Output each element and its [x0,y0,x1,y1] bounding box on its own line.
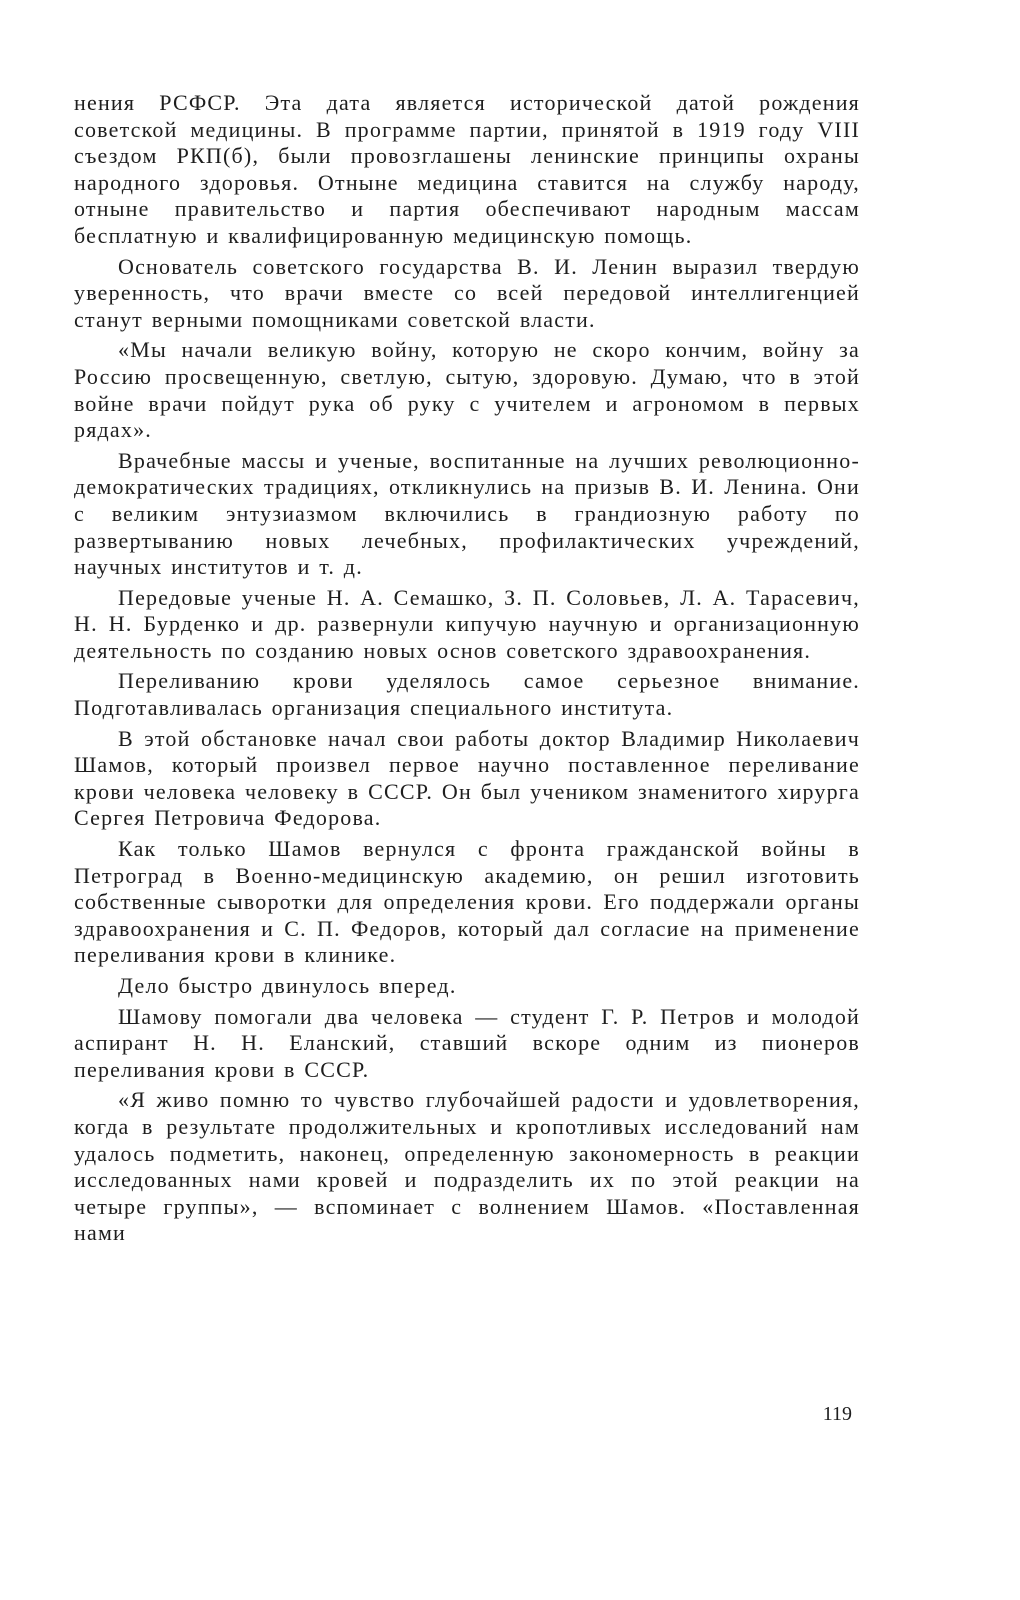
paragraph-3-lenin-quote: «Мы начали великую войну, которую не скоро кончим, войну за Россию просвещенную, светлую, сытую, здоровую. Думаю, что в этой войне врачи пойдут рука об руку с учителем и агрономом в первых рядах». [74,337,860,443]
paragraph-7: В этой обстановке начал свои работы доктор Владимир Николаевич Шамов, который произвел первое научно поставленное переливание крови человека человеку в СССР. Он был учеником знаменитого хирурга Сергея Петровича Федорова. [74,725,860,831]
paragraph-10: Шамову помогали два человека — студент Г. Р. Петров и молодой аспирант Н. Н. Еланский, ставший вскоре одним из пионеров переливания крови в СССР. [74,1003,860,1082]
paragraph-9: Дело быстро двинулось вперед. [118,973,457,998]
paragraph-2: Основатель советского государства В. И. Ленин выразил твердую уверенность, что врачи вместе со всей передовой интеллигенцией станут верными помощниками советской власти. [74,253,860,332]
paragraph-4: Врачебные массы и ученые, воспитанные на лучших революционно-демократических традициях, откликнулись на призыв В. И. Ленина. Они с великим энтузиазмом включились в грандиозную работу по развертыванию новых лечебных, профилактических учреждений, научных институтов и т. д. [74,447,860,580]
page-text [74,90,860,1251]
paragraph-5: Передовые ученые Н. А. Семашко, З. П. Соловьев, Л. А. Тарасевич, Н. Н. Бурденко и др. развернули кипучую научную и организационную деятельность по созданию новых основ советского здравоохранения. [74,584,860,663]
page-number: 119 [822,1403,852,1425]
paragraph-6: Переливанию крови уделялось самое серьезное внимание. Подготавливалась организация специального института. [74,668,860,721]
paragraph-1: нения РСФСР. Эта дата является исторической датой рождения советской медицины. В программе партии, принятой в 1919 году VIII съездом РКП(б), были провозглашены ленинские принципы охраны народного здоровья. Отныне медицина ставится на службу народу, отныне правительство и партия обеспечивают народным массам бесплатную и квалифицированную медицинскую помощь. [74,90,860,248]
paragraph-11-shamov-quote: «Я живо помню то чувство глубочайшей радости и удовлетворения, когда в результате продолжительных и кропотливых исследований нам удалось подметить, наконец, определенную закономерность в реакции исследованных нами кровей и подразделить их по этой реакции на четыре группы», — вспоминает с волнением Шамов. «Поставленная нами [74,1087,860,1246]
paragraph-8: Как только Шамов вернулся с фронта гражданской войны в Петроград в Военно-медицинскую академию, он решил изготовить собственные сыворотки для определения крови. Его поддержали органы здравоохранения и С. П. Федоров, который дал согласие на применение переливания крови в клинике. [74,836,860,968]
